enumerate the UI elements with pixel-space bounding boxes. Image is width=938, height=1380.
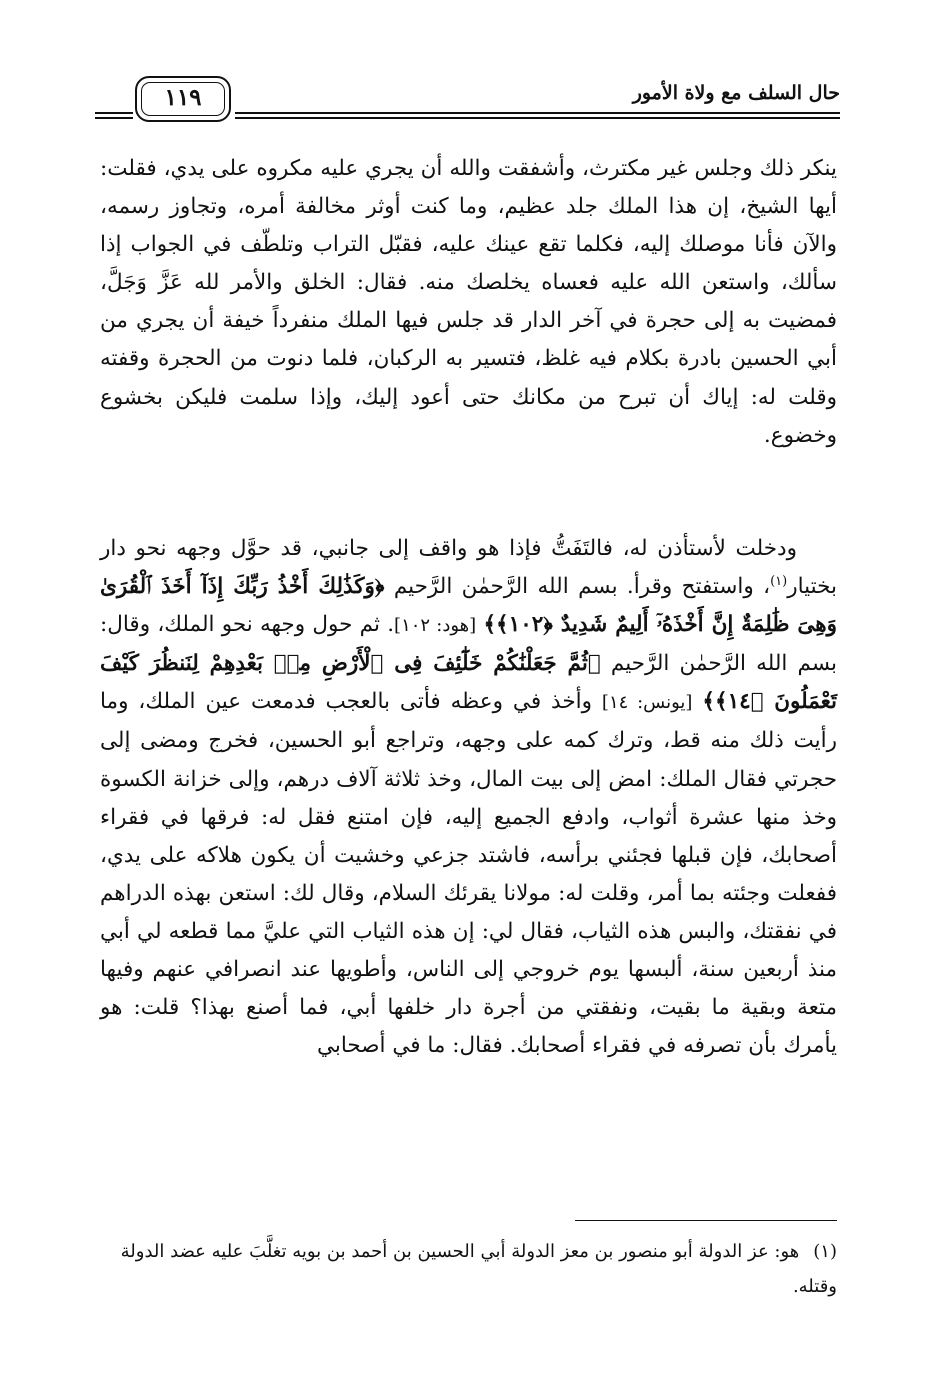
footnote-reference[interactable]: (١) [770,573,788,589]
paragraph-2-part-d: وأخذ في وعظه فأتى بالعجب فدمعت عين الملك، وما رأيت ذلك منه قط، وترك كمه على وجهه، وتراجع أبو الحسين، فخرج ومضى إلى حجرتي فقال الملك: امض إلى بيت المال، وخذ ثلاثة آلاف درهم، وإلى خزانة الكسوة وخذ منها عشرة أثواب، وادفع الجميع إليه، فإن امتنع فقل له: فرقها في فقراء أصحابك، فإن قبلها فجئني برأسه، فاشتد جزعي وخشيت أن يكون هلاكه على يدي، ففعلت وجئته بما أمر، وقلت له: مولانا يقرئك السلام، وقال لك: استعن بهذه الدراهم في نفقتك، والبس هذه الثياب، فقال لي: إن هذه الثياب التي عليَّ مما قطعه لي أبي منذ أربعين سنة، ألبسها يوم خروجي إلى الناس، وأطويها عند انصرافي عنهم وفيها متعة وبقية ما بقيت، ونفقتي من أجرة دار خلفها أبي، فما أصنع بهذا؟ قلت: هو يأمرك بأن تصرفه في فقراء أصحابك. فقال: ما في أصحابي [100,689,837,1059]
running-title: حال السلف مع ولاة الأمور [632,82,840,104]
paragraph-2-part-b: ، واستفتح وقرأ. بسم الله الرَّحمٰن الرَّحيم [393,574,771,600]
header-rule-left [95,112,133,119]
paragraph-2 [100,530,837,1065]
paragraph-2-part-c: . ثم حول وجهه نحو الملك، وقال: بسم الله الرَّحمٰن الرَّحيم [100,612,837,677]
page-number: ١١٩ [164,84,202,111]
page-header [95,76,840,124]
footnote [95,1234,837,1304]
footnote-marker: (١) [813,1241,837,1262]
quran-verse-1: ﴿وَكَذَٰلِكَ أَخْذُ رَبِّكَ إِذَآ أَخَذَ ٱلْقُرَىٰ وَهِىَ ظَٰلِمَةٌ إِنَّ أَخْذَهُۥٓ أَلِيمٌ شَدِيدٌ ﴿١٠٢﴾﴾ [100,574,838,638]
header-rule-right [235,112,840,119]
page-number-frame [135,76,231,122]
quran-verse-2: ﴿ثُمَّ جَعَلْنَٰكُمْ خَلَٰٓئِفَ فِى ٱلْأَرْضِ مِنۢ بَعْدِهِمْ لِنَنظُرَ كَيْفَ تَعْمَلُونَ ﴿١٤﴾﴾ [100,651,838,715]
footnote-text: هو: عز الدولة أبو منصور بن معز الدولة أبي الحسين بن أحمد بن بويه تغلَّبَ عليه عضد الدولة وقتله. [120,1241,837,1297]
verse-reference-2: [يونس: ١٤] [601,692,693,714]
paragraph-2-part-a: ودخلت لأستأذن له، فالتَفَتُّ فإذا هو واقف إلى جانبي، قد حوَّل وجهه نحو دار بختيار [100,536,837,600]
paragraph-1: ينكر ذلك وجلس غير مكترث، وأشفقت والله أن يجري عليه مكروه على يدي، فقلت: أيها الشيخ، إن هذا الملك جلد عظيم، وما كنت أوثر مخالفة أمره، وتجاوز رسمه، والآن فأنا موصلك إليه، فكلما تقع عينك عليه، فقبّل التراب وتلطّف في الجواب إذا سألك، واستعن الله عليه فعساه يخلصك منه. فقال: الخلق والأمر لله عَزَّ وَجَلَّ، فمضيت به إلى حجرة في آخر الدار قد جلس فيها الملك منفرداً خيفة أن يجري من أبي الحسين بادرة بكلام فيه غلظ، فتسير به الركبان، فلما دنوت من الحجرة وقفته وقلت له: إياك أن تبرح من مكانك حتى أعود إليك، وإذا سلمت فليكن بخشوع وخضوع. [100,156,837,448]
footnote-separator [575,1220,837,1221]
verse-reference-1: [هود: ١٠٢] [394,615,477,637]
